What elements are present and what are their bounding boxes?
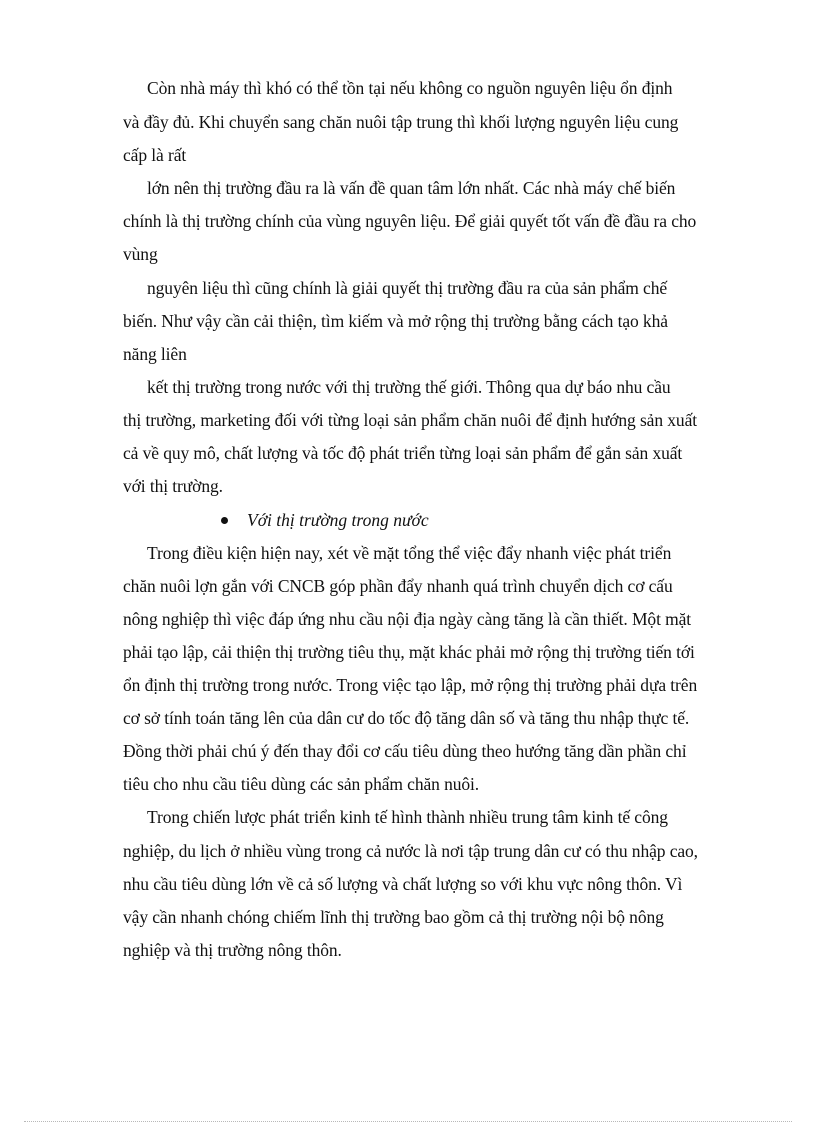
page-divider [24, 1121, 792, 1122]
paragraph-line: Đồng thời phải chú ý đến thay đổi cơ cấu tiêu dùng theo hướng tăng dần phần chỉ [123, 741, 687, 761]
paragraph-line: chăn nuôi lợn gắn với CNCB góp phần đẩy nhanh quá trình chuyển dịch cơ cấu [123, 576, 673, 596]
section-heading: Với thị trường trong nước [247, 510, 429, 530]
paragraph-line: nghiệp, du lịch ở nhiều vùng trong cả nước là nơi tập trung dân cư có thu nhập cao, [123, 841, 698, 861]
paragraph-line: tiêu cho nhu cầu tiêu dùng các sản phẩm chăn nuôi. [123, 774, 480, 794]
paragraph-line: thị trường, marketing đối với từng loại sản phẩm chăn nuôi để định hướng sản xuất [123, 410, 697, 430]
paragraph-line: với thị trường. [123, 476, 223, 496]
paragraph-line: cấp là rất [123, 145, 187, 165]
section-bullet [221, 509, 429, 531]
paragraph-line: cơ sở tính toán tăng lên của dân cư do tốc độ tăng dân số và tăng thu nhập thực tế. [123, 708, 690, 728]
paragraph-line: vùng [123, 244, 158, 264]
paragraph-line: và đầy đủ. Khi chuyển sang chăn nuôi tập trung thì khối lượng nguyên liệu cung [123, 112, 679, 132]
paragraph-line: nguyên liệu thì cũng chính là giải quyết thị trường đầu ra của sản phẩm chế [147, 278, 668, 298]
paragraph-line: cả về quy mô, chất lượng và tốc độ phát triển từng loại sản phẩm để gắn sản xuất [123, 443, 683, 463]
paragraph-line: Trong chiến lược phát triển kinh tế hình thành nhiều trung tâm kinh tế công [147, 807, 668, 827]
paragraph-line: nghiệp và thị trường nông thôn. [123, 940, 342, 960]
paragraph-line: kết thị trường trong nước với thị trường thế giới. Thông qua dự báo nhu cầu [147, 377, 671, 397]
paragraph-line: biến. Như vậy cần cải thiện, tìm kiếm và mở rộng thị trường bằng cách tạo khả [123, 311, 668, 331]
paragraph-line: ổn định thị trường trong nước. Trong việc tạo lập, mở rộng thị trường phải dựa trên [123, 675, 698, 695]
paragraph-line: nhu cầu tiêu dùng lớn về cả số lượng và chất lượng so với khu vực nông thôn. Vì [123, 874, 683, 894]
paragraph-line: Còn nhà máy thì khó có thể tồn tại nếu không co nguồn nguyên liệu ổn định [147, 78, 673, 98]
paragraph-line: chính là thị trường chính của vùng nguyên liệu. Để giải quyết tốt vấn đề đầu ra cho [123, 211, 697, 231]
paragraph-line: nông nghiệp thì việc đáp ứng nhu cầu nội địa ngày càng tăng là cần thiết. Một mặt [123, 609, 692, 629]
paragraph-line: phải tạo lập, cải thiện thị trường tiêu thụ, mặt khác phải mở rộng thị trường tiến tới [123, 642, 695, 662]
paragraph-line: vậy cần nhanh chóng chiếm lĩnh thị trường bao gồm cả thị trường nội bộ nông [123, 907, 664, 927]
bullet-dot-icon [221, 517, 228, 524]
paragraph-line: năng liên [123, 344, 187, 364]
paragraph-line: Trong điều kiện hiện nay, xét về mặt tổng thể việc đẩy nhanh việc phát triển [147, 543, 672, 563]
paragraph-line: lớn nên thị trường đầu ra là vấn đề quan tâm lớn nhất. Các nhà máy chế biến [147, 178, 676, 198]
